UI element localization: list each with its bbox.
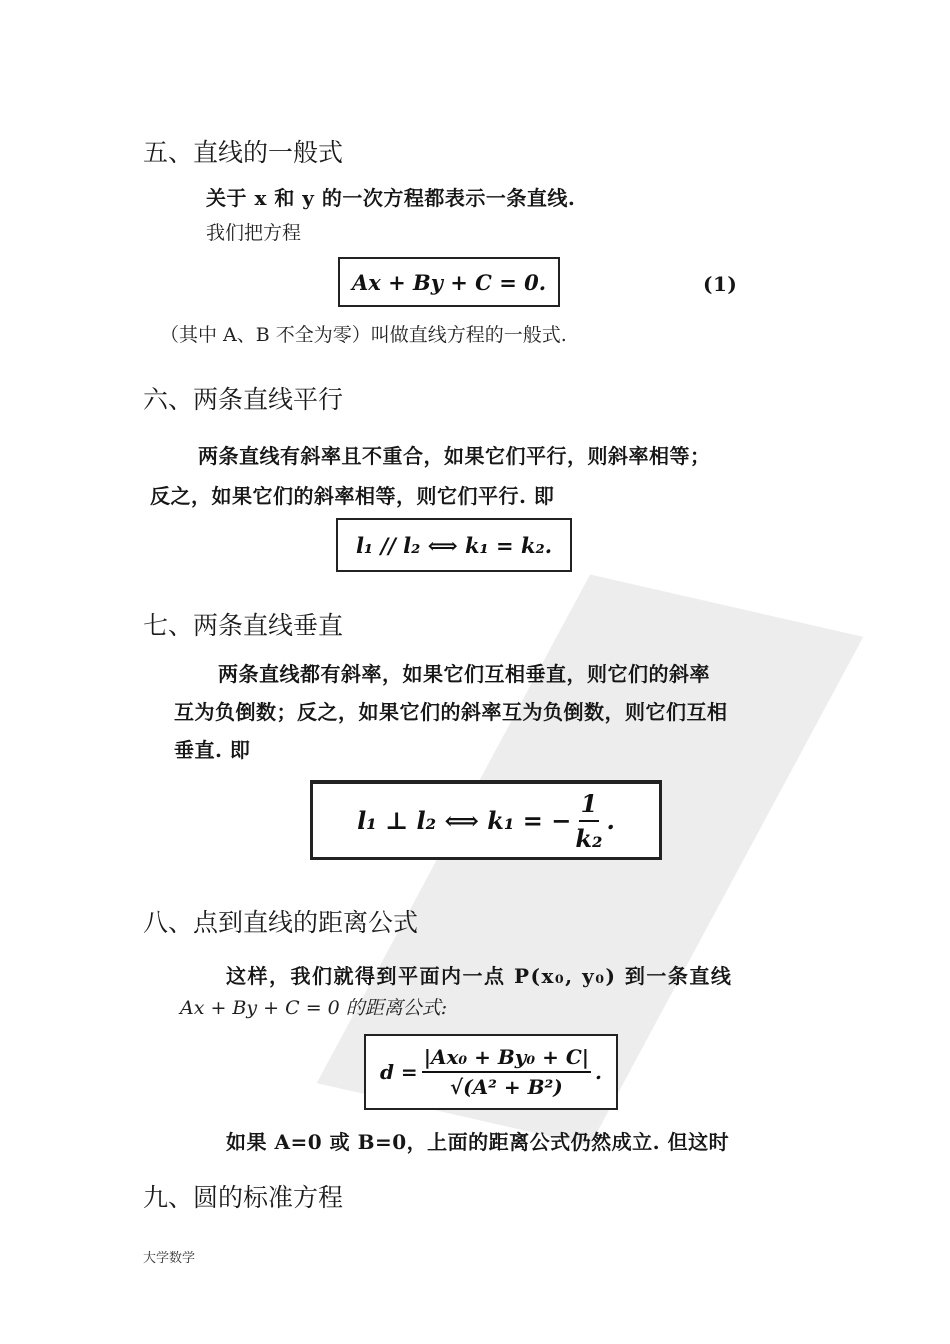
perpendicular-formula-box (310, 780, 662, 860)
general-form-formula: Ax + By + C = 0. (351, 269, 547, 295)
section-7-text-2: 互为负倒数；反之，如果它们的斜率互为负倒数，则它们互相 (174, 700, 728, 724)
distance-numerator: |Ax₀ + By₀ + C| (422, 1045, 591, 1073)
section-5-text-3: （其中 A、B 不全为零）叫做直线方程的一般式. (160, 324, 567, 346)
distance-formula-box (364, 1034, 618, 1110)
section-9-heading: 九、圆的标准方程 (143, 1183, 344, 1212)
perpendicular-formula-end: . (606, 806, 615, 835)
distance-formula-left: d = (379, 1060, 418, 1084)
perpendicular-denominator: k₂ (575, 823, 603, 853)
section-5-text-2: 我们把方程 (206, 222, 302, 244)
section-8-text-3: 如果 A=0 或 B=0，上面的距离公式仍然成立. 但这时 (226, 1130, 730, 1154)
section-7-text-1: 两条直线都有斜率，如果它们互相垂直，则它们的斜率 (218, 662, 710, 686)
page-footer: 大学数学 (143, 1251, 196, 1266)
section-8-text-1: 这样，我们就得到平面内一点 P(x₀, y₀) 到一条直线 (226, 964, 733, 988)
section-5-heading: 五、直线的一般式 (143, 138, 344, 167)
section-6-text-2: 反之，如果它们的斜率相等，则它们平行. 即 (150, 484, 555, 508)
distance-fraction (422, 1045, 591, 1099)
section-7-text-3: 垂直. 即 (174, 738, 251, 762)
distance-denominator: √(A² + B²) (450, 1075, 563, 1099)
section-8-text-2: Ax + By + C = 0 的距离公式: (180, 997, 448, 1019)
distance-formula-end: . (595, 1060, 602, 1084)
section-7-heading: 七、两条直线垂直 (143, 611, 344, 640)
section-8-heading: 八、点到直线的距离公式 (143, 908, 419, 937)
section-6-text-1: 两条直线有斜率且不重合，如果它们平行，则斜率相等； (198, 444, 711, 468)
parallel-formula-box (336, 518, 572, 572)
perpendicular-formula-left: l₁ ⊥ l₂ ⟺ k₁ = − (357, 806, 572, 835)
general-form-formula-box (338, 257, 560, 307)
section-6-heading: 六、两条直线平行 (143, 385, 344, 414)
equation-number: (1) (703, 272, 738, 296)
perpendicular-numerator: 1 (579, 789, 600, 822)
section-5-text-1: 关于 x 和 y 的一次方程都表示一条直线. (206, 186, 576, 210)
perpendicular-fraction (575, 789, 602, 853)
parallel-formula: l₁ // l₂ ⟺ k₁ = k₂. (355, 532, 553, 558)
